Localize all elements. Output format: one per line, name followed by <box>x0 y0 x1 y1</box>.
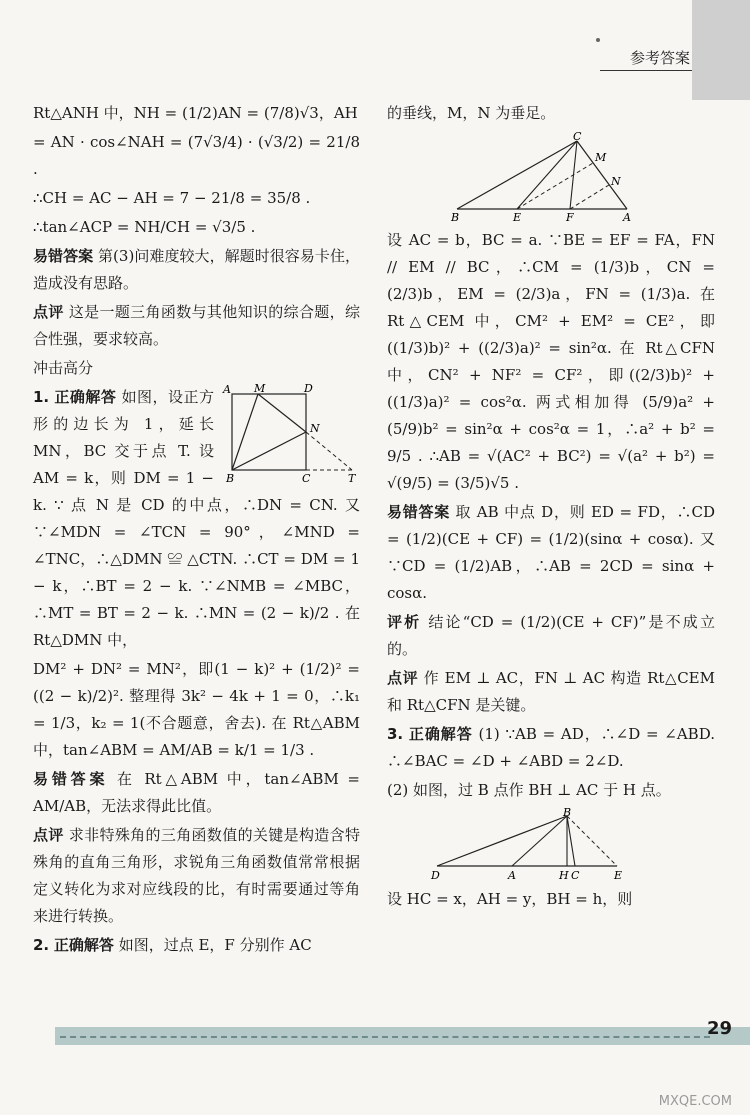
corner-tab <box>692 0 750 100</box>
comment-text: 这是一题三角函数与其他知识的综合题，综合性强，要求较高。 <box>33 303 360 348</box>
analysis <box>387 609 715 663</box>
square-label-T: T <box>348 472 356 484</box>
watermark: MXQE.COM <box>658 1094 732 1109</box>
right-column <box>387 100 715 915</box>
q1-label: 正确解答 <box>54 388 117 406</box>
comment-label: 点评 <box>33 303 64 321</box>
square-label-A: A <box>223 384 231 396</box>
comment-text: 求非特殊角的三角函数值的关键是构造含特殊角的直角三角形，求锐角三角函数值常常根据定义转化为求对应线段的比，有时需要通过等角来进行转换。 <box>33 826 360 925</box>
q1-text-b: DM² + DN² = MN²，即(1 − k)² + (1/2)² = ((2 − k)/2)². 整理得 3k² − 4k + 1 = 0，∴k₁ = 1/3，k₂ = 1(不合题意，舍去). 在 Rt△ABM 中，tan∠ABM = AM/AB = k/1 = 1/3 . <box>33 660 360 759</box>
error-answer-2 <box>33 766 360 820</box>
square-label-N: N <box>310 422 320 435</box>
comment-label: 点评 <box>387 669 419 687</box>
tri1-label-B: B <box>451 211 460 223</box>
tri1-label-M: M <box>595 151 607 164</box>
error-answer-text: 在 Rt△ABM 中，tan∠ABM = AM/AB，无法求得此比值。 <box>33 770 360 815</box>
q1-text-a: 如图，设正方形的边长为 1，延长 MN，BC 交于点 T. 设 AM = k，则 DM = 1 − k. ∵ 点 N 是 CD 的中点，∴DN = CN. 又 ∵∠MDN = ∠TCN = 90°，∠MND = ∠TNC，∴△DMN ≌ △CTN. ∴CT = DM = 1 − k，∴BT = 2 − k. ∵∠NMB = ∠MBC，∴MT = BT = 2 − k. ∴MN = (2 − k)/2 . 在 Rt△DMN 中， <box>33 388 360 649</box>
error-answer-label: 易错答案 <box>387 503 450 521</box>
error-answer-text: 第(3)问难度较大，解题时很容易卡住，造成没有思路。 <box>33 247 360 292</box>
left-line-1: Rt△ANH 中，NH = (1/2)AN = (7/8)√3，AH <box>33 104 358 122</box>
triangle-figure-1 <box>387 131 687 223</box>
error-answer-label: 易错答案 <box>33 247 94 265</box>
right-line-1: 的垂线，M，N 为垂足。 <box>387 104 556 122</box>
tri2-label-D: D <box>431 869 440 882</box>
triangle-figure-2 <box>387 808 687 882</box>
q2-number: 2. <box>33 936 50 954</box>
q3-part-3: 设 HC = x，AH = y，BH = h，则 <box>387 890 633 908</box>
square-label-B: B <box>226 472 235 484</box>
analysis-text: 结论“CD = (1/2)(CE + CF)”是不成立的。 <box>387 613 715 658</box>
comment-1 <box>33 299 360 353</box>
tri2-label-A: A <box>508 869 516 882</box>
q3-part-1 <box>387 721 715 775</box>
q2-text: 如图，过点 E，F 分别作 AC <box>118 936 312 954</box>
tri2-label-B: B <box>563 808 572 819</box>
left-line-4: ∴tan∠ACP = NH/CH = √3/5 . <box>33 218 256 236</box>
square-label-C: C <box>302 472 311 484</box>
error-answer-label: 易错答案 <box>33 770 109 788</box>
footer-dashed-line <box>60 1036 710 1038</box>
square-label-M: M <box>254 384 266 395</box>
header-dot <box>596 38 600 42</box>
right-solution-2: 设 AC = b，BC = a. ∵BE = EF = FA，FN // EM // BC，∴CM = (1/3)b，CN = (2/3)b，EM = (2/3)a，FN = (1/3)a. 在 Rt△CEM 中，CM² + EM² = CE²，即((1/3)b)² + ((2/3)a)² = sin²α. 在 Rt△CFN 中，CN² + NF² = CF²，即((2/3)b)² + ((1/3)a)² = cos²α. 两式相加得 (5/9)a² + (5/9)b² = sin²α + cos²α = 1，∴a² + b² = 9/5 . ∴AB = √(AC² + BC²) = √(a² + b²) = √(9/5) = (3/5)√5 . <box>387 231 715 492</box>
comment-3 <box>387 665 715 719</box>
analysis-label: 评析 <box>387 613 422 631</box>
q3-text-1: (1) ∵AB = AD，∴∠D = ∠ABD. ∴∠BAC = ∠D + ∠ABD = 2∠D. <box>387 725 715 770</box>
comment-text: 作 EM ⊥ AC，FN ⊥ AC 构造 Rt△CEM 和 Rt△CFN 是关键。 <box>387 669 715 714</box>
page-header-title: 参考答案 <box>629 49 690 67</box>
left-line-3: ∴CH = AC − AH = 7 − 21/8 = 35/8 . <box>33 189 311 207</box>
tri1-label-N: N <box>611 175 621 188</box>
square-label-D: D <box>304 384 313 395</box>
tri2-label-H: H <box>559 869 569 882</box>
tri2-label-C: C <box>571 869 580 882</box>
header-rule <box>600 70 692 71</box>
error-answer-text: 取 AB 中点 D，则 ED = FD，∴CD = (1/2)(CE + CF) = (1/2)(sinα + cosα). 又 ∵CD = (1/2)AB，∴AB = 2CD = sinα + cosα. <box>387 503 715 602</box>
page-number: 29 <box>706 1018 732 1039</box>
q3-number: 3. <box>387 725 404 743</box>
tri1-label-A: A <box>623 211 631 223</box>
left-column <box>33 100 360 961</box>
q2-start <box>33 932 360 959</box>
tri1-label-C: C <box>573 131 582 143</box>
comment-label: 点评 <box>33 826 64 844</box>
tri2-label-E: E <box>614 869 623 882</box>
error-answer-1 <box>33 243 360 297</box>
comment-2 <box>33 822 360 930</box>
left-line-2: = AN · cos∠NAH = (7√3/4) · (√3/2) = 21/8 . <box>33 133 360 178</box>
tri1-label-E: E <box>513 211 522 223</box>
section-title: 冲击高分 <box>33 359 94 377</box>
q2-label: 正确解答 <box>53 936 114 954</box>
error-answer-3 <box>387 499 715 607</box>
q1-number: 1. <box>33 388 50 406</box>
tri1-label-F: F <box>566 211 574 223</box>
square-figure <box>220 384 360 484</box>
q3-part-2: (2) 如图，过 B 点作 BH ⊥ AC 于 H 点。 <box>387 781 671 799</box>
q3-label: 正确解答 <box>408 725 473 743</box>
